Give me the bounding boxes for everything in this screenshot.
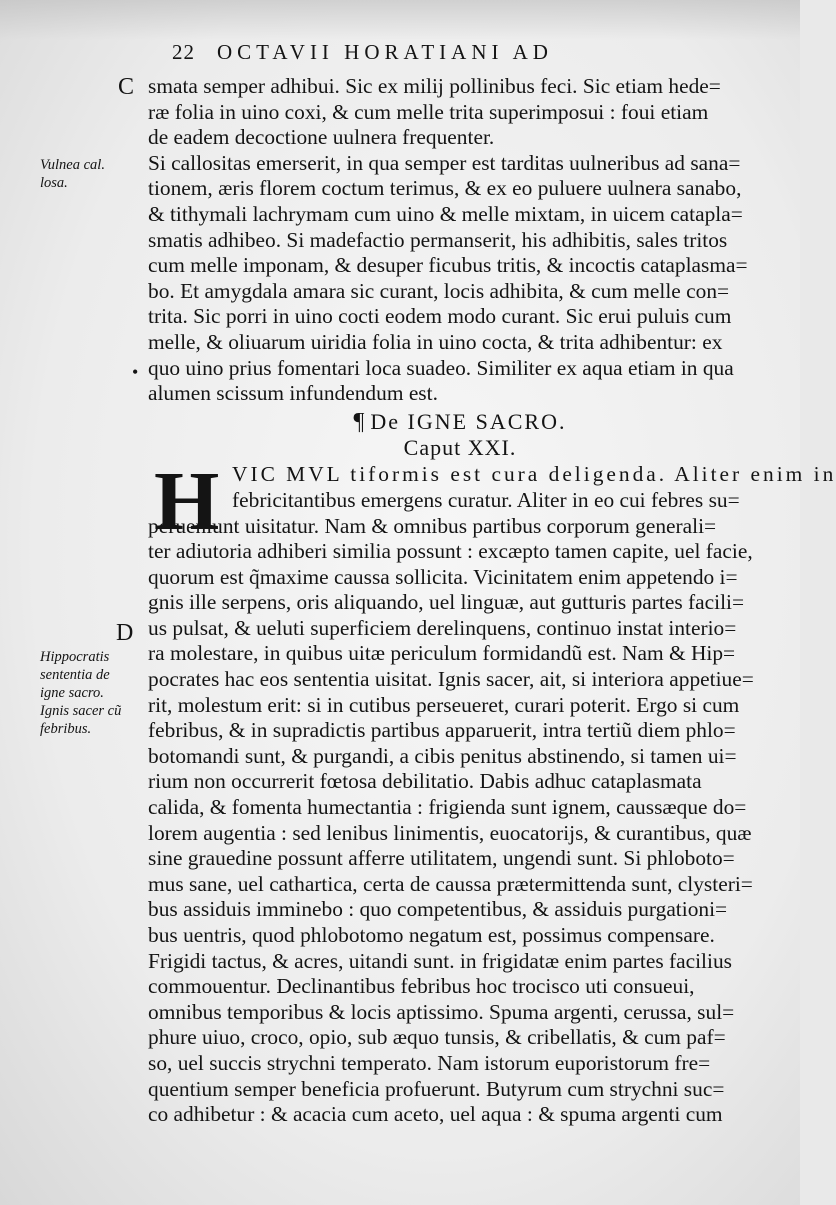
text-line: us pulsat, & ueluti superficiem derelinquens, continuo instat interio=: [148, 615, 737, 640]
text-line: perueniunt uisitatur. Nam & omnibus partibus corporum generali=: [148, 513, 717, 538]
section-heading: [148, 409, 772, 436]
text-line: bo. Et amygdala amara sic curant, locis adhibita, & cum melle con=: [148, 278, 730, 303]
page-shadow: [0, 0, 800, 40]
text-line: cum melle imponam, & desuper ficubus tritis, & incoctis cataplasma=: [148, 253, 748, 278]
text-line: calida, & fomenta humectantia : frigienda sunt ignem, caussæque do=: [148, 795, 747, 820]
running-header: [172, 40, 732, 65]
text-line: botomandi sunt, & purgandi, a cibis penitus abstinendo, si tamen ui=: [148, 743, 737, 768]
text-line: ter adiutoria adhiberi similia possunt : excæpto tamen capite, uel facie,: [148, 539, 753, 564]
text-line: lorem augentia : sed lenibus linimentis, euocatorijs, & curantibus, quæ: [148, 820, 752, 845]
section-title: De IGNE SACRO.: [370, 408, 567, 434]
text-line: ra molestare, in quibus uitæ periculum formidandũ est. Nam & Hip=: [148, 641, 736, 666]
drop-cap: H: [154, 455, 220, 549]
text-line: de eadem decoctione uulnera frequenter.: [148, 125, 495, 150]
chapter-number: Caput XXI.: [403, 435, 517, 461]
text-line: mus sane, uel cathartica, certa de caussa prætermittenda sunt, clysteri=: [148, 871, 753, 896]
text-line: gnis ille serpens, oris aliquando, uel linguæ, aut gutturis partes facili=: [148, 590, 745, 615]
text-line: & tithymali lachrymam cum uino & melle mixtam, in uicem catapla=: [148, 201, 743, 226]
margin-bullet: •: [132, 362, 139, 382]
text-line: Si callositas emerserit, in qua semper est tarditas uulneribus ad sana=: [148, 150, 741, 175]
paragraph-callosa: [148, 74, 772, 407]
text-line: trita. Sic porri in uino cocti eodem modo curant. Sic erui puluis cum: [148, 304, 732, 329]
text-line: tionem, æris florem coctum terimus, & ex eo puluere uulnera sanabo,: [148, 176, 742, 201]
margin-letter-d: D: [116, 620, 134, 646]
text-line: VIC MVL tiformis est cura deligenda. Aliter enim in: [232, 462, 836, 487]
paragraph-igne-sacro: [148, 455, 836, 1127]
text-line: smata semper adhibui. Sic ex milij pollinibus feci. Sic etiam hede=: [148, 74, 721, 98]
text-line: phure uiuo, croco, opio, sub æquo tunsis, & cribellatis, & cum paf=: [148, 1025, 726, 1050]
text-line: quo uino prius fomentari loca suadeo. Similiter ex aqua etiam in qua: [148, 355, 734, 380]
text-line: commouentur. Declinantibus febribus hoc trocisco uti consueui,: [148, 974, 695, 999]
margin-note-line: febribus.: [40, 721, 92, 737]
text-line: omnibus temporibus & locis aptissimo. Spuma argenti, cerussa, sul=: [148, 999, 735, 1024]
text-line: so, uel succis strychni temperato. Nam istorum euporistorum fre=: [148, 1050, 711, 1075]
text-line: alumen scissum infundendum est.: [148, 381, 438, 406]
text-line: rit, molestum erit: si in cutibus perseueret, curari poterit. Ergo si cum: [148, 692, 740, 717]
text-line: melle, & oliuarum uiridia folia in uino cocta, & trita adhibentur: ex: [148, 329, 723, 354]
text-line: ræ folia in uino coxi, & cum melle trita superimposui : foui etiam: [148, 99, 709, 124]
margin-note-line: losa.: [40, 175, 68, 191]
running-title: OCTAVII HORATIANI AD: [217, 40, 553, 64]
margin-note-hippocrates: [40, 648, 132, 738]
text-line: quentium semper beneficia profuerunt. Butyrum cum strychni suc=: [148, 1076, 725, 1101]
margin-note-line: Hippocratis: [40, 649, 110, 665]
text-line: pocrates hac eos sententia uisitat. Ignis sacer, ait, si interiora appetiue=: [148, 667, 754, 692]
margin-note-line: Vulnea cal.: [40, 157, 105, 173]
margin-note-line: Ignis sacer cũ: [40, 703, 122, 719]
text-line: co adhibetur : & acacia cum aceto, uel aqua : & spuma argenti cum: [148, 1102, 723, 1127]
text-line: bus assiduis imminebo : quo competentibus, & assiduis purgationi=: [148, 897, 728, 922]
text-line: bus uentris, quod phlobotomo negatum est, possimus compensare.: [148, 923, 715, 947]
margin-note-line: sententia de: [40, 667, 110, 683]
text-line: quorum est q̃maxime caussa sollicita. Vicinitatem enim appetendo i=: [148, 564, 738, 589]
text-line: sine grauedine possunt afferre utilitatem, ungendi sunt. Si phloboto=: [148, 846, 735, 871]
margin-letter-c: C: [118, 74, 135, 100]
text-line: febribus, & in supradictis partibus apparuerit, intra tertiũ diem phlo=: [148, 718, 736, 743]
text-body: [148, 74, 836, 1128]
pilcrow-icon: ¶: [353, 408, 367, 435]
text-line: febricitantibus emergens curatur. Aliter in eo cui febres su=: [232, 487, 740, 512]
text-line: rium non occurrerit fœtosa debilitatio. Dabis adhuc cataplasmata: [148, 769, 702, 794]
margin-note-line: igne sacro.: [40, 685, 104, 701]
page-number: 22: [172, 40, 195, 64]
margin-note-callosa: [40, 156, 132, 192]
text-line: smatis adhibeo. Si madefactio permanserit, his adhibitis, sales tritos: [148, 227, 728, 252]
text-line: Frigidi tactus, & acres, uitandi sunt. in frigidatæ enim partes facilius: [148, 948, 732, 973]
